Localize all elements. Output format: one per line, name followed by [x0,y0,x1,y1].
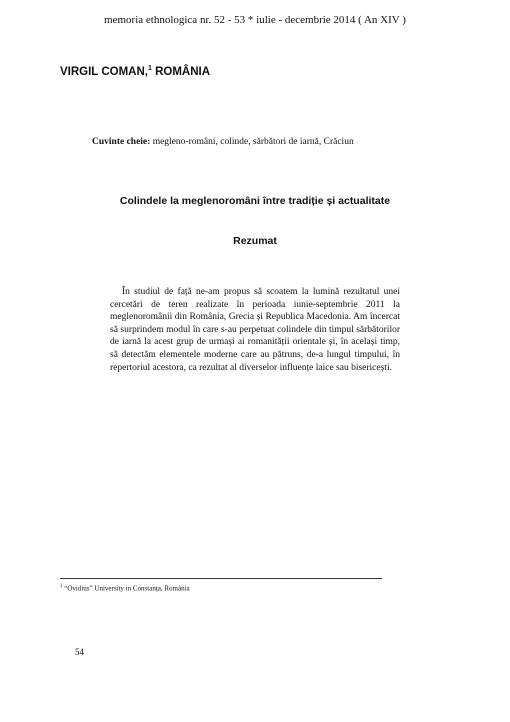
keywords-label: Cuvinte cheie: [92,137,151,147]
author-country: ROMÂNIA [155,65,211,78]
footnote [60,584,190,592]
abstract-paragraph: În studiul de față ne-am propus să scoatem la lumină rezultatul unei cercetări de teren realizate în perioada iunie-septembrie 2011 la meglenoromânii din România, Grecia și Republica Macedonia. Am încercat să surprindem modul în care s-au perpetuat colindele din timpul sărbătorilor de iarnă la acest grup de urmași ai romanității orientale și, în același timp, să detectăm elementele moderne care au pătruns, de-a lungul timpului, în repertoriul acestora, ca rezultat al diverselor influențe laice sau bisericești. [110,287,400,373]
keywords-text: megleno-români, colinde, sărbători de iarnă, Crăciun [152,137,354,147]
journal-header: memoria ethnologica nr. 52 - 53 * iulie - decembrie 2014 ( An XIV ) [104,14,406,26]
footnote-marker: 1 [60,584,63,589]
article-title: Colindele la meglenoromâni între tradiție și actualitate [119,195,391,207]
keywords-line [92,137,354,147]
author-footnote-marker: 1 [147,65,152,72]
footnote-text: “Ovidius” University in Constanța, România [64,584,190,593]
author-line [60,65,210,78]
footnote-divider [60,578,382,579]
page-number: 54 [75,647,84,657]
abstract-heading: Rezumat [233,235,277,247]
author-name: VIRGIL COMAN, [60,65,148,78]
